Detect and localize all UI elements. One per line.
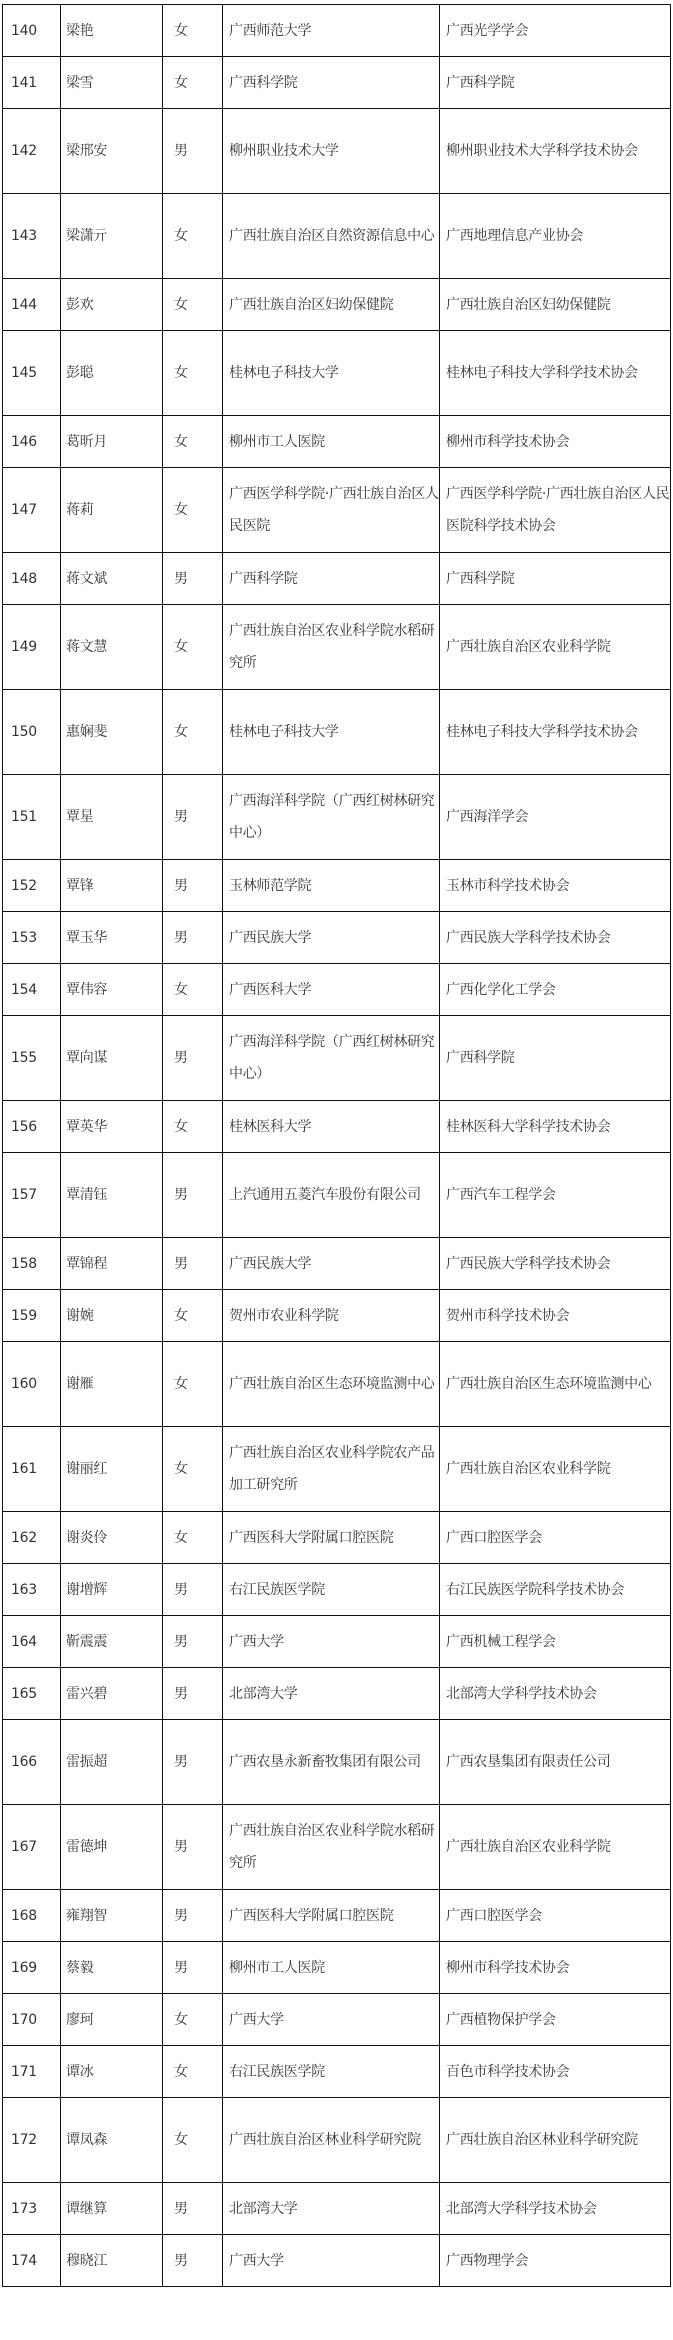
cell-work-unit: 广西医科大学附属口腔医院 [223,1512,440,1564]
cell-recommending-unit: 广西物理学会 [440,2235,671,2287]
cell-recommending-unit: 玉林市科学技术协会 [440,860,671,912]
cell-name: 谭冰 [61,2046,163,2098]
table-row [3,1153,671,1238]
cell-name: 覃向谋 [61,1016,163,1101]
cell-name: 蒋莉 [61,468,163,553]
cell-number: 152 [3,860,61,912]
cell-recommending-unit: 广西壮族自治区农业科学院 [440,605,671,690]
table-row [3,1942,671,1994]
cell-name: 梁邢安 [61,109,163,194]
cell-gender: 女 [163,2046,223,2098]
cell-name: 谢丽红 [61,1427,163,1512]
table-row [3,1805,671,1890]
cell-work-unit: 桂林医科大学 [223,1101,440,1153]
cell-number: 142 [3,109,61,194]
cell-gender: 男 [163,1942,223,1994]
cell-work-unit: 右江民族医学院 [223,2046,440,2098]
cell-gender: 女 [163,1512,223,1564]
cell-number: 160 [3,1342,61,1427]
cell-gender: 男 [163,775,223,860]
cell-number: 157 [3,1153,61,1238]
cell-number: 159 [3,1290,61,1342]
cell-number: 165 [3,1668,61,1720]
table-row [3,1668,671,1720]
cell-gender: 女 [163,5,223,57]
cell-name: 覃玉华 [61,912,163,964]
candidate-table [2,4,671,2287]
table-row [3,964,671,1016]
cell-recommending-unit: 广西地理信息产业协会 [440,194,671,279]
cell-number: 151 [3,775,61,860]
cell-work-unit: 广西大学 [223,2235,440,2287]
cell-name: 谢炎伶 [61,1512,163,1564]
cell-recommending-unit: 广西口腔医学会 [440,1512,671,1564]
cell-recommending-unit: 百色市科学技术协会 [440,2046,671,2098]
cell-work-unit: 北部湾大学 [223,1668,440,1720]
table-row [3,690,671,775]
cell-number: 149 [3,605,61,690]
table-row [3,1720,671,1805]
cell-name: 谢雁 [61,1342,163,1427]
cell-work-unit: 上汽通用五菱汽车股份有限公司 [223,1153,440,1238]
cell-name: 覃伟容 [61,964,163,1016]
table-row [3,1238,671,1290]
cell-name: 蔡毅 [61,1942,163,1994]
cell-recommending-unit: 广西科学院 [440,553,671,605]
table-row [3,605,671,690]
cell-gender: 女 [163,964,223,1016]
cell-gender: 男 [163,1616,223,1668]
table-row [3,109,671,194]
table-row [3,1512,671,1564]
cell-work-unit: 广西壮族自治区林业科学研究院 [223,2098,440,2183]
cell-name: 梁潇亓 [61,194,163,279]
cell-work-unit: 贺州市农业科学院 [223,1290,440,1342]
cell-gender: 女 [163,279,223,331]
cell-gender: 女 [163,690,223,775]
cell-recommending-unit: 广西医学科学院·广西壮族自治区人民医院科学技术协会 [440,468,671,553]
cell-recommending-unit: 广西光学学会 [440,5,671,57]
cell-name: 谢婉 [61,1290,163,1342]
cell-recommending-unit: 柳州市科学技术协会 [440,1942,671,1994]
table-row [3,912,671,964]
cell-work-unit: 广西医学科学院·广西壮族自治区人民医院 [223,468,440,553]
cell-number: 161 [3,1427,61,1512]
cell-work-unit: 广西农垦永新畜牧集团有限公司 [223,1720,440,1805]
cell-work-unit: 广西科学院 [223,57,440,109]
cell-name: 覃锦程 [61,1238,163,1290]
cell-number: 147 [3,468,61,553]
cell-recommending-unit: 贺州市科学技术协会 [440,1290,671,1342]
cell-recommending-unit: 柳州市科学技术协会 [440,416,671,468]
table-row [3,1994,671,2046]
cell-recommending-unit: 广西壮族自治区农业科学院 [440,1805,671,1890]
table-row [3,1427,671,1512]
cell-gender: 男 [163,1564,223,1616]
cell-gender: 男 [163,1720,223,1805]
cell-recommending-unit: 广西口腔医学会 [440,1890,671,1942]
cell-number: 162 [3,1512,61,1564]
cell-recommending-unit: 广西壮族自治区生态环境监测中心 [440,1342,671,1427]
table-row [3,194,671,279]
cell-recommending-unit: 广西壮族自治区妇幼保健院 [440,279,671,331]
cell-work-unit: 广西壮族自治区农业科学院水稻研究所 [223,605,440,690]
table-row [3,57,671,109]
cell-name: 蒋文慧 [61,605,163,690]
cell-number: 168 [3,1890,61,1942]
cell-name: 覃锋 [61,860,163,912]
cell-work-unit: 广西医科大学 [223,964,440,1016]
cell-gender: 女 [163,1994,223,2046]
cell-work-unit: 广西大学 [223,1616,440,1668]
cell-name: 谭凤森 [61,2098,163,2183]
cell-gender: 女 [163,57,223,109]
cell-gender: 男 [163,2235,223,2287]
cell-gender: 男 [163,912,223,964]
cell-gender: 女 [163,194,223,279]
cell-name: 蒋文斌 [61,553,163,605]
cell-number: 143 [3,194,61,279]
cell-name: 彭聪 [61,331,163,416]
document-page [2,4,671,2287]
cell-number: 172 [3,2098,61,2183]
cell-recommending-unit: 桂林医科大学科学技术协会 [440,1101,671,1153]
cell-work-unit: 桂林电子科技大学 [223,690,440,775]
cell-work-unit: 广西壮族自治区自然资源信息中心 [223,194,440,279]
cell-gender: 男 [163,2183,223,2235]
table-row [3,1890,671,1942]
cell-work-unit: 右江民族医学院 [223,1564,440,1616]
cell-gender: 女 [163,468,223,553]
cell-gender: 女 [163,1342,223,1427]
cell-recommending-unit: 广西壮族自治区林业科学研究院 [440,2098,671,2183]
cell-recommending-unit: 广西海洋学会 [440,775,671,860]
cell-gender: 男 [163,1890,223,1942]
cell-number: 166 [3,1720,61,1805]
cell-name: 覃英华 [61,1101,163,1153]
cell-work-unit: 柳州市工人医院 [223,1942,440,1994]
cell-work-unit: 广西师范大学 [223,5,440,57]
table-row [3,1290,671,1342]
cell-name: 谢增辉 [61,1564,163,1616]
cell-recommending-unit: 右江民族医学院科学技术协会 [440,1564,671,1616]
table-row [3,1564,671,1616]
cell-number: 146 [3,416,61,468]
cell-gender: 男 [163,1016,223,1101]
cell-work-unit: 柳州职业技术大学 [223,109,440,194]
cell-recommending-unit: 广西汽车工程学会 [440,1153,671,1238]
cell-gender: 女 [163,1101,223,1153]
cell-name: 惠娴斐 [61,690,163,775]
cell-work-unit: 柳州市工人医院 [223,416,440,468]
cell-recommending-unit: 广西科学院 [440,57,671,109]
cell-number: 155 [3,1016,61,1101]
table-row [3,279,671,331]
cell-name: 覃清钰 [61,1153,163,1238]
cell-gender: 男 [163,553,223,605]
cell-gender: 男 [163,1668,223,1720]
cell-number: 164 [3,1616,61,1668]
cell-recommending-unit: 广西农垦集团有限责任公司 [440,1720,671,1805]
cell-number: 158 [3,1238,61,1290]
cell-gender: 男 [163,1238,223,1290]
cell-work-unit: 广西民族大学 [223,1238,440,1290]
cell-name: 覃星 [61,775,163,860]
table-row [3,416,671,468]
cell-name: 廖珂 [61,1994,163,2046]
cell-work-unit: 广西壮族自治区生态环境监测中心 [223,1342,440,1427]
table-row [3,1101,671,1153]
cell-number: 140 [3,5,61,57]
cell-number: 170 [3,1994,61,2046]
table-row [3,2183,671,2235]
cell-recommending-unit: 广西机械工程学会 [440,1616,671,1668]
cell-recommending-unit: 广西民族大学科学技术协会 [440,1238,671,1290]
cell-gender: 男 [163,1153,223,1238]
cell-name: 雷振超 [61,1720,163,1805]
cell-number: 144 [3,279,61,331]
cell-number: 163 [3,1564,61,1616]
table-body [3,5,671,2287]
cell-name: 梁艳 [61,5,163,57]
cell-work-unit: 广西大学 [223,1994,440,2046]
cell-work-unit: 玉林师范学院 [223,860,440,912]
cell-recommending-unit: 广西植物保护学会 [440,1994,671,2046]
cell-recommending-unit: 广西民族大学科学技术协会 [440,912,671,964]
cell-name: 靳震震 [61,1616,163,1668]
table-row [3,860,671,912]
cell-work-unit: 桂林电子科技大学 [223,331,440,416]
cell-work-unit: 广西科学院 [223,553,440,605]
cell-recommending-unit: 桂林电子科技大学科学技术协会 [440,331,671,416]
cell-name: 雍翔智 [61,1890,163,1942]
cell-number: 173 [3,2183,61,2235]
table-row [3,2046,671,2098]
cell-recommending-unit: 北部湾大学科学技术协会 [440,2183,671,2235]
cell-work-unit: 广西医科大学附属口腔医院 [223,1890,440,1942]
cell-number: 153 [3,912,61,964]
cell-recommending-unit: 柳州职业技术大学科学技术协会 [440,109,671,194]
cell-work-unit: 广西壮族自治区农业科学院水稻研究所 [223,1805,440,1890]
cell-number: 174 [3,2235,61,2287]
cell-gender: 女 [163,416,223,468]
cell-number: 167 [3,1805,61,1890]
cell-number: 171 [3,2046,61,2098]
cell-number: 169 [3,1942,61,1994]
cell-number: 145 [3,331,61,416]
table-row [3,5,671,57]
cell-number: 141 [3,57,61,109]
cell-name: 彭欢 [61,279,163,331]
cell-number: 156 [3,1101,61,1153]
cell-number: 148 [3,553,61,605]
table-row [3,2098,671,2183]
cell-name: 雷德坤 [61,1805,163,1890]
cell-work-unit: 广西壮族自治区妇幼保健院 [223,279,440,331]
cell-work-unit: 广西海洋科学院（广西红树林研究中心） [223,1016,440,1101]
cell-recommending-unit: 广西科学院 [440,1016,671,1101]
cell-work-unit: 北部湾大学 [223,2183,440,2235]
cell-number: 150 [3,690,61,775]
cell-name: 穆晓江 [61,2235,163,2287]
table-row [3,553,671,605]
cell-name: 梁雪 [61,57,163,109]
table-row [3,1616,671,1668]
cell-work-unit: 广西民族大学 [223,912,440,964]
cell-gender: 男 [163,109,223,194]
cell-recommending-unit: 广西化学化工学会 [440,964,671,1016]
cell-gender: 女 [163,605,223,690]
cell-recommending-unit: 桂林电子科技大学科学技术协会 [440,690,671,775]
table-row [3,775,671,860]
cell-recommending-unit: 广西壮族自治区农业科学院 [440,1427,671,1512]
table-row [3,1342,671,1427]
cell-work-unit: 广西壮族自治区农业科学院农产品加工研究所 [223,1427,440,1512]
cell-gender: 男 [163,860,223,912]
cell-name: 葛昕月 [61,416,163,468]
cell-work-unit: 广西海洋科学院（广西红树林研究中心） [223,775,440,860]
cell-gender: 女 [163,1290,223,1342]
cell-name: 谭继算 [61,2183,163,2235]
cell-number: 154 [3,964,61,1016]
table-row [3,331,671,416]
cell-name: 雷兴碧 [61,1668,163,1720]
cell-recommending-unit: 北部湾大学科学技术协会 [440,1668,671,1720]
table-row [3,1016,671,1101]
table-row [3,2235,671,2287]
cell-gender: 男 [163,1805,223,1890]
cell-gender: 女 [163,331,223,416]
table-row [3,468,671,553]
cell-gender: 女 [163,2098,223,2183]
cell-gender: 女 [163,1427,223,1512]
